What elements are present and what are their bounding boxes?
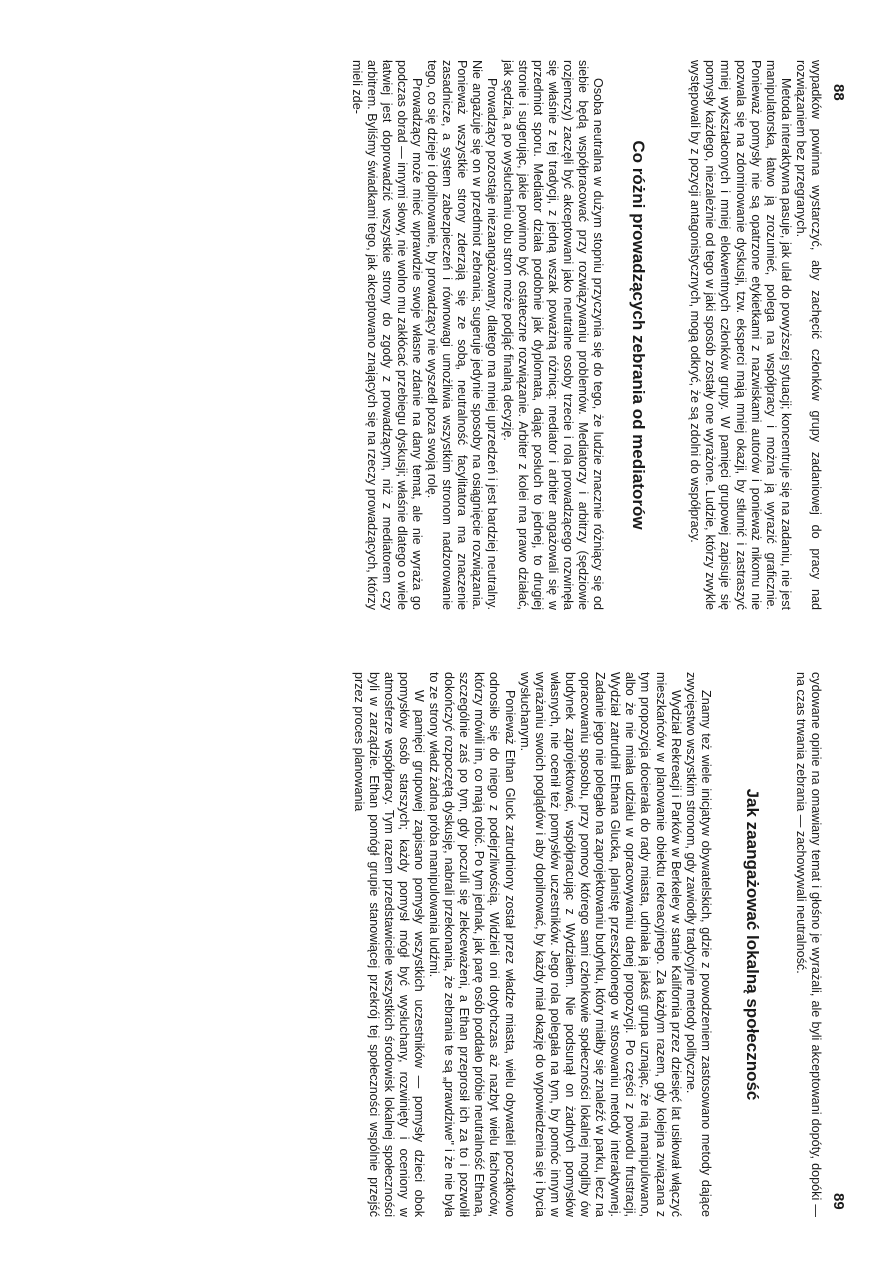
right-paragraph-civic-initiatives: Znamy też wiele inicjatyw obywatelskich, gdzie z powodzeniem zastosowano metody dające zwycięstwo wszystkim stronom, gdy zawiodły tradycyjne metody polityczne.: [683, 672, 713, 1217]
left-section-heading: Co różni prowadzących zebrania od mediatorów: [629, 140, 649, 530]
right-intro-paragraph: cydowane opinie na omawiany temat i głośno je wyrażali, ale byli akceptowani dopóty, dopóki — na czas trwania zebrania — zachowywali neutralność.: [793, 672, 823, 1217]
left-paragraph-neutral-person: Osoba neutralna w dużym stopniu przyczynia się do tego, że ludzie znacznie różniący się od siebie będą współpracować przy rozwiązywaniu problemów. Mediatorzy i arbitrzy (sędziowie rozjemczy) zaczęli być akceptowani jako neutralne osoby trzecie i rola prowadzącego rozwinęła się właśnie z tej tradycji, z jedną wszak poważną różnicą: mediator i arbiter angażowali się w przedmiot sporu. Mediator działa podobnie jak dyplomata, dając posłuch to jednej, to drugiej stronie i sugerując, jakie powinno być ostateczne rozwiązanie. Arbiter z kolei ma prawo działać, jak sędzia, a po wysłuchaniu obu stron może podjąć finalną decyzję.: [500, 60, 606, 610]
left-page: [349, 60, 823, 610]
right-paragraph-ethan-gluck: Ponieważ Ethan Gluck zatrudniony został przez władze miasta, wielu obywateli początkowo odnosiło się do niego z podejrzliwością. Widzieli oni dotychczas aż nazbyt wielu fachowców, którzy mówili im, co mają robić. Po tym jednak, jak parę osób poddało próbie neutralność Ethana, szczególnie zaś po tym, gdy poczuli się zlekceważeni, a Ethan przeprosił ich za to i pozwolił dokończyć rozpoczętą dyskusję, nabrali przekonania, że zebrania te są „prawdziwe" i że nie była to ze strony władz żadna próba manipulowania ludźmi.: [427, 672, 517, 1217]
page-number-right: 89: [830, 1193, 847, 1210]
right-section-heading: Jak zaangażować lokalną społeczność: [742, 788, 762, 1101]
page-number-left: 88: [830, 84, 847, 101]
right-paragraph-group-memory: W pamięci grupowej zapisano pomysły wszystkich uczestników — pomysły dzieci obok pomysłów osób starszych; każdy pomysł mógł być wysłuchany, rozwinięty i oceniony w atmosferze współpracy. Tym razem przedstawiciele wszystkich środowisk lokalnej społeczności byli w zarządzie. Ethan pomógł grupie stanowiącej przekrój tej społeczności wspólnie przejść przez proces planowania: [351, 672, 427, 1217]
left-paragraph-own-opinion: Prowadzący może mieć wprawdzie swoje własne zdanie na dany temat, ale nie wyraża go podczas obrad — innymi słowy, nie wolno mu zakłócać przebiegu dyskusji; właśnie dlatego o wiele łatwiej jest doprowadzić wszystkie strony do zgody z prowadzącym, niż z mediatorem czy arbitrem. Byliśmy świadkami tego, jak akceptowano znających się na rzeczy prowadzących, którzy mieli zde-: [349, 60, 425, 610]
right-page: [351, 672, 823, 1217]
right-paragraph-berkeley: Wydział Rekreacji i Parków w Berkeley w stanie Kalifornia przez dziesięć lat usiłował włączyć mieszkańców w planowanie obiektu rekreacyjnego. Za każdym razem, gdy kolejna związana z tym propozycja docierała do rady miasta, udniała ją jakaś grupa uznając, że nią manipulowano, albo że nie miała udziału w opracowywaniu danej propozycji. Po części z powodu frustracji, Wydział zatrudnił Ethana Glucka, planistę przeszkolonego w stosowaniu metody interaktywnej. Zadanie jego nie polegało na zaprojektowaniu budynku, który miałby się znaleźć w parku, lecz na opracowaniu sposobu, przy pomocy którego sami członkowie społeczności lokalnej mogliby ów budynek zaprojektować, współpracując z Wydziałem. Nie podsunął on żadnych pomysłów własnych, nie ocenił też pomysłów uczestników. Jego rola polegała na tym, by pomóc innym w wyrażaniu swoich poglądów i aby dopilnować, by każdy miał okazję do wypowiedzenia się i bycia wysłuchanym.: [517, 672, 683, 1217]
left-intro-paragraph: wypadków powinna wystarczyć, aby zachęcić członków grupy zadaniowej do pracy nad rozwiązaniem bez przegranych.: [793, 60, 823, 610]
left-paragraph-interactive-method: Metoda interaktywna pasuje, jak ulał do powyższej sytuacji; koncentruje się na zadaniu, nie jest manipulatorska, łatwo ją zrozumieć, polega na współpracy i można ją wyrazić graficznie. Ponieważ pomysły nie są opatrzone etykietkami z nazwiskami autorów i ponieważ nikomu nie pozwala się na zdominowanie dyskusji, tzw. eksperci mają mniej okazji, by stłumić i zastraszyć mniej wykształconych i mniej elokwentnych członków grupy. W pamięci grupowej zapisuje się pomysły każdego, niezależnie od tego w jaki sposób zostały one wyrażone. Ludzie, którzy zwykle występowali by z pozycji antagonistycznych, mogą odkryć, że są zdolni do współpracy.: [688, 60, 793, 610]
left-paragraph-facilitator-uninvolved: Prowadzący pozostaje niezaangażowany, dlatego ma mniej uprzedzeń i jest bardziej neutralny. Nie angażuje się on w przedmiot zebrania; sugeruje jedynie sposoby na osiągnięcie rozwiązania. Ponieważ wszystkie strony zderzają się ze sobą, neutralność facylitatora ma znaczenie zasadnicze, a system zabezpieczeń i równowagi umożliwia wszystkim stronom nadzorowanie tego, co się dzieje i dopilnowanie, by prowadzący nie wyszedł poza swoją rolę.: [425, 60, 500, 610]
